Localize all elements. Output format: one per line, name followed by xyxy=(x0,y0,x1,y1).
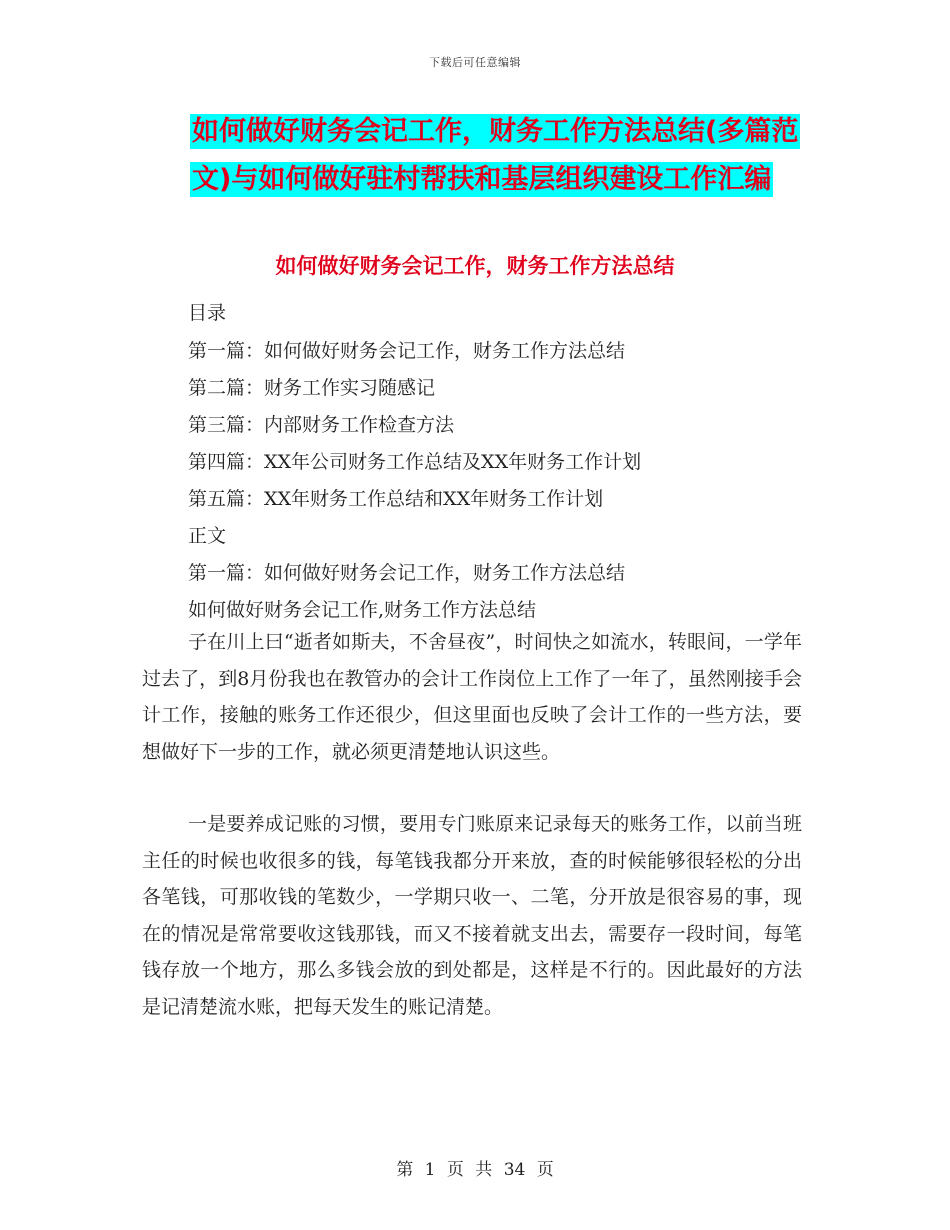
document-title-text: 如何做好财务会记工作，财务工作方法总结(多篇范文)与如何做好驻村帮扶和基层组织建设工作汇编 xyxy=(192,116,799,195)
chapter-subtitle: 如何做好财务会记工作,财务工作方法总结 xyxy=(188,599,537,621)
body-paragraph: 子在川上曰“逝者如斯夫，不舍昼夜”，时间快之如流水，转眼间，一学年过去了，到8月份我也在教管办的会计工作岗位上工作了一年了，虽然刚接手会计工作，接触的账务工作还很少，但这里面也反映了会计工作的一些方法，要想做好下一步的工作，就必须更清楚地认识这些。 xyxy=(142,631,802,763)
toc-heading: 目录 xyxy=(188,302,227,324)
chapter-title: 第一篇：如何做好财务会记工作，财务工作方法总结 xyxy=(188,562,626,584)
toc-item: 第一篇：如何做好财务会记工作，财务工作方法总结 xyxy=(188,340,626,362)
toc-item: 第五篇：XX年财务工作总结和XX年财务工作计划 xyxy=(188,488,604,510)
section-title: 如何做好财务会记工作，财务工作方法总结 xyxy=(275,254,675,278)
toc-item: 第三篇：内部财务工作检查方法 xyxy=(188,414,455,436)
toc-item: 第四篇：XX年公司财务工作总结及XX年财务工作计划 xyxy=(188,451,642,473)
document-title xyxy=(190,108,810,204)
page-footer: 第 1 页 共 34 页 xyxy=(396,1160,554,1180)
header-note: 下载后可任意编辑 xyxy=(429,56,521,69)
toc-item: 第二篇：财务工作实习随感记 xyxy=(188,377,436,399)
body-paragraph: 一是要养成记账的习惯，要用专门账原来记录每天的账务工作，以前当班主任的时候也收很多的钱，每笔钱我都分开来放，查的时候能够很轻松的分出各笔钱，可那收钱的笔数少，一学期只收一、二笔，分开放是很容易的事，现在的情况是常常要收这钱那钱，而又不接着就支出去，需要存一段时间，每笔钱存放一个地方，那么多钱会放的到处都是，这样是不行的。因此最好的方法是记清楚流水账，把每天发生的账记清楚。 xyxy=(142,813,802,1018)
body-heading: 正文 xyxy=(188,525,227,547)
